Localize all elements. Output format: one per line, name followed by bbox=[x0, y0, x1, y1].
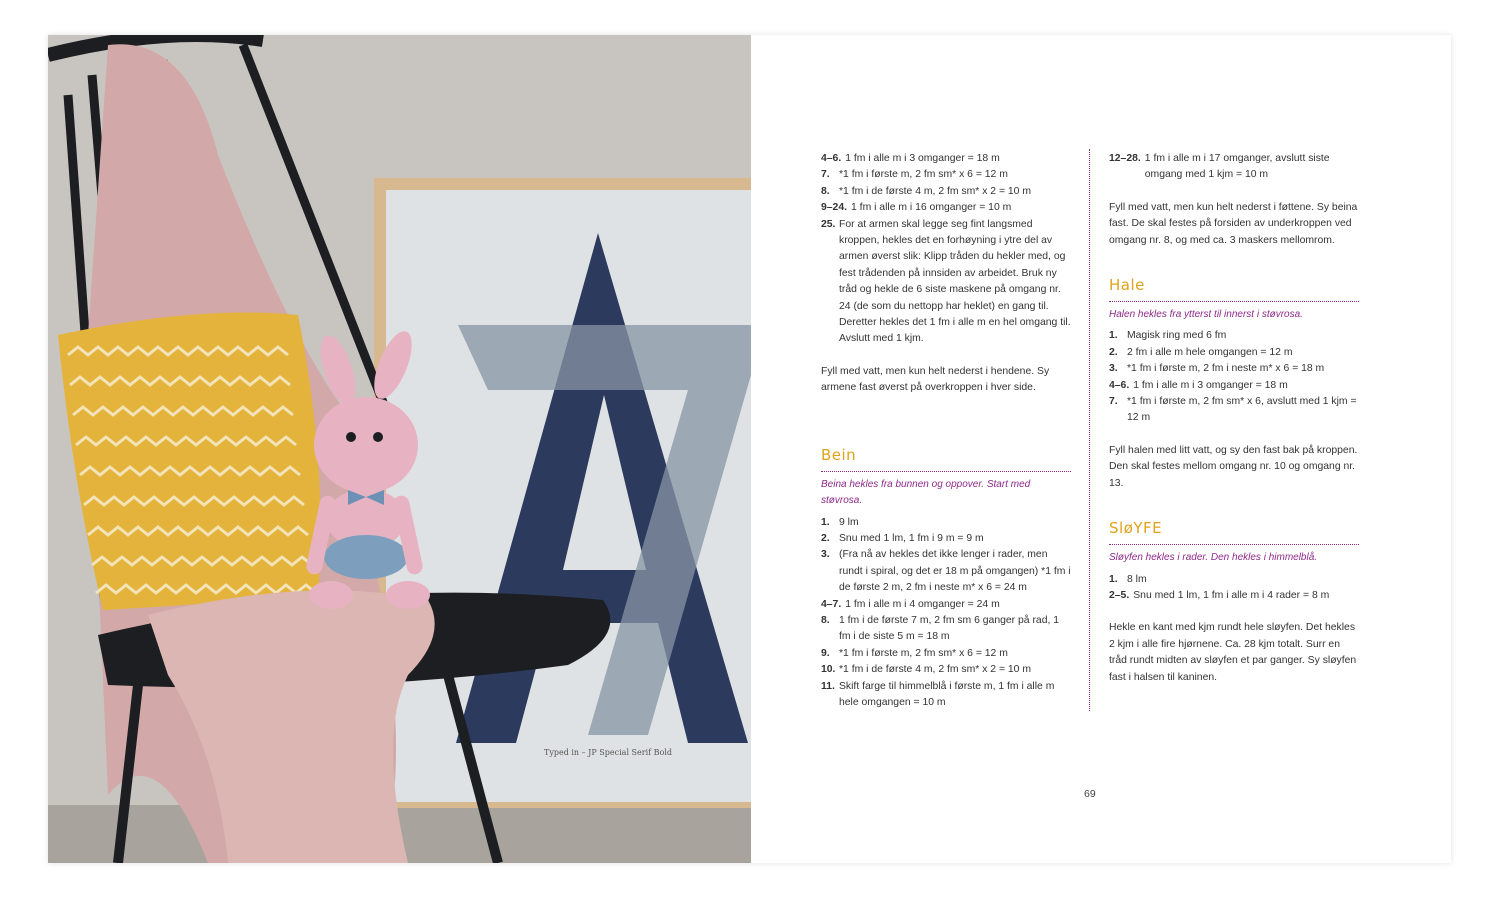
step-row bbox=[821, 547, 1071, 596]
section-intro: Beina hekles fra bunnen og oppover. Start med støvrosa. bbox=[821, 478, 1031, 507]
step-number: 10. bbox=[821, 664, 836, 676]
step-number: 7. bbox=[1109, 396, 1118, 408]
step-row bbox=[821, 662, 1071, 678]
step-row bbox=[821, 217, 1071, 348]
step-number: 1. bbox=[821, 516, 830, 528]
section-heading: Bein bbox=[821, 445, 857, 464]
step-row bbox=[821, 597, 1071, 613]
step-text: 1 fm i alle m i 3 omganger = 18 m bbox=[845, 153, 1000, 164]
step-text: Snu med 1 lm, 1 fm i 9 m = 9 m bbox=[839, 532, 984, 544]
step-number: 7. bbox=[821, 169, 830, 181]
right-text-column bbox=[1109, 151, 1359, 686]
step-text: 1 fm i alle m i 17 omganger, avslutt siste omgang med 1 kjm = 10 m bbox=[1144, 153, 1330, 181]
book-spread bbox=[48, 35, 1451, 863]
step-number: 3. bbox=[821, 549, 830, 561]
step-row bbox=[1109, 588, 1359, 604]
step-text: Snu med 1 lm, 1 fm i alle m i 4 rader = 8 m bbox=[1133, 589, 1330, 601]
step-text: *1 fm i første m, 2 fm sm* x 6 = 12 m bbox=[839, 647, 1008, 659]
step-row bbox=[821, 167, 1071, 183]
step-row bbox=[821, 679, 1071, 712]
section-heading: Hale bbox=[1109, 276, 1145, 295]
heading-divider bbox=[1109, 544, 1359, 545]
left-text-column bbox=[821, 151, 1071, 711]
step-number: 8. bbox=[821, 185, 830, 197]
section-intro: Halen hekles fra ytterst til innerst i støvrosa. bbox=[1109, 309, 1303, 321]
step-text: 1 fm i alle m i 4 omganger = 24 m bbox=[845, 598, 1000, 610]
step-row bbox=[821, 613, 1071, 646]
step-text: *1 fm i første m, 2 fm sm* x 6 = 12 m bbox=[839, 169, 1008, 181]
heading-divider bbox=[821, 471, 1071, 472]
step-text: Skift farge til himmelblå i første m, 1 fm i alle m hele omgangen = 10 m bbox=[839, 680, 1055, 708]
step-number: 11. bbox=[821, 680, 835, 692]
step-row bbox=[1109, 361, 1359, 377]
step-row bbox=[1109, 378, 1359, 394]
step-number: 1. bbox=[1109, 330, 1118, 342]
step-text: 1 fm i alle m i 3 omganger = 18 m bbox=[1133, 379, 1288, 391]
step-number: 3. bbox=[1109, 363, 1118, 375]
step-row bbox=[821, 646, 1071, 662]
step-text: 2 fm i alle m hele omgangen = 12 m bbox=[1127, 346, 1293, 358]
step-text: 8 lm bbox=[1127, 573, 1147, 585]
step-row bbox=[1109, 151, 1359, 184]
step-text: (Fra nå av hekles det ikke lenger i rader, men rundt i spiral, og det er 18 m på omgangen) *1 fm i de første 2 m, 2 fm i neste m* x 6 = 24 m bbox=[839, 549, 1071, 594]
instruction-paragraph: Fyll halen med litt vatt, og sy den fast bak på kroppen. Den skal festes mellom omgang nr. 10 og omgang nr. 13. bbox=[1109, 444, 1358, 489]
step-row bbox=[821, 151, 1071, 167]
step-row bbox=[1109, 345, 1359, 361]
text-page bbox=[751, 35, 1451, 863]
step-number: 9. bbox=[821, 647, 830, 659]
photo-crochet-bunny bbox=[48, 35, 751, 863]
step-text: 1 fm i alle m i 16 omganger = 10 m bbox=[851, 202, 1012, 214]
step-number: 2. bbox=[1109, 346, 1118, 358]
step-row bbox=[1109, 394, 1359, 427]
step-number: 4–6. bbox=[821, 153, 842, 164]
photo-illustration bbox=[48, 35, 751, 863]
step-text: *1 fm i de første 4 m, 2 fm sm* x 2 = 10 m bbox=[839, 185, 1031, 197]
step-number: 12–28. bbox=[1109, 153, 1141, 164]
instruction-paragraph: Hekle en kant med kjm rundt hele sløyfen. Det hekles 2 kjm i alle fire hjørnene. Ca. 28 kjm totalt. Surr en tråd rundt midten av sløyfen et par ganger. Sy sløyfen fast i halsen til kaninen. bbox=[1109, 622, 1357, 683]
step-text: *1 fm i første m, 2 fm sm* x 6, avslutt med 1 kjm = 12 m bbox=[1127, 396, 1357, 424]
step-row bbox=[821, 531, 1071, 547]
heading-divider bbox=[1109, 301, 1359, 302]
instruction-paragraph: Fyll med vatt, men kun helt nederst i føttene. Sy beina fast. De skal festes på forsiden av underkroppen ved omgang nr. 8, og med ca. 3 maskers mellomrom. bbox=[1109, 201, 1358, 246]
step-row bbox=[821, 184, 1071, 200]
step-text: *1 fm i de første 4 m, 2 fm sm* x 2 = 10 m bbox=[839, 664, 1031, 676]
section-heading: SløYFE bbox=[1109, 519, 1163, 538]
step-number: 4–7. bbox=[821, 598, 842, 610]
step-text: 1 fm i de første 7 m, 2 fm sm 6 ganger på rad, 1 fm i de siste 5 m = 18 m bbox=[839, 614, 1060, 643]
step-row bbox=[1109, 328, 1359, 344]
step-text: 9 lm bbox=[839, 516, 859, 528]
step-number: 4–6. bbox=[1109, 379, 1130, 391]
step-number: 1. bbox=[1109, 573, 1118, 585]
step-text: Magisk ring med 6 fm bbox=[1127, 330, 1227, 342]
step-row bbox=[1109, 572, 1359, 588]
instruction-paragraph: Fyll med vatt, men kun helt nederst i hendene. Sy armene fast øverst på overkroppen i hver side. bbox=[821, 365, 1050, 394]
step-number: 2–5. bbox=[1109, 589, 1130, 601]
step-row bbox=[821, 515, 1071, 531]
step-text: *1 fm i første m, 2 fm i neste m* x 6 = 18 m bbox=[1127, 363, 1325, 375]
step-text: For at armen skal legge seg fint langsmed kroppen, hekles det en forhøyning i ytre del av armen øverst slik: Klipp tråden du hekler med, og fest trådenden på innsiden av arbeidet. Bruk ny tråd og hekle de 6 siste maskene på omgang nr. 24 (de som du nettopp har heklet) en gang til. Deretter hekles det 1 fm i alle m en hel omgang til. Avslutt med 1 kjm. bbox=[839, 218, 1071, 345]
section-intro: Sløyfen hekles i rader. Den hekles i himmelblå. bbox=[1109, 552, 1318, 564]
page-number: 69 bbox=[1084, 788, 1096, 800]
step-number: 2. bbox=[821, 532, 830, 544]
step-number: 8. bbox=[821, 614, 830, 626]
poster-caption: Typed in – JP Special Serif Bold bbox=[544, 748, 673, 757]
column-divider bbox=[1089, 149, 1090, 711]
step-number: 25. bbox=[821, 218, 836, 230]
step-number: 9–24. bbox=[821, 202, 848, 214]
step-row bbox=[821, 200, 1071, 216]
